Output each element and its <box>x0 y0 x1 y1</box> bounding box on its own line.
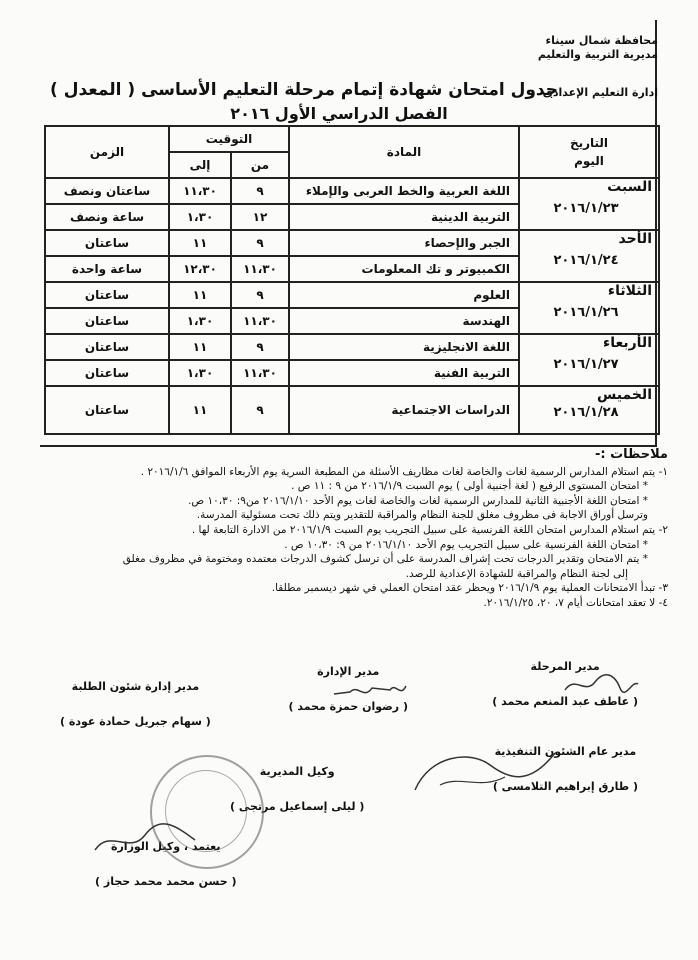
signature-name: ( سهام جبريل حمادة عودة ) <box>60 715 211 728</box>
duration-cell: ساعتان <box>45 360 169 386</box>
to-cell: ١١،٣٠ <box>169 178 231 204</box>
to-cell: ١٢،٣٠ <box>169 256 231 282</box>
day-cell <box>519 334 659 386</box>
signature-scribble <box>560 670 640 700</box>
subject-cell: الهندسة <box>289 308 519 334</box>
signature-title: مدير المرحلة <box>530 660 600 673</box>
subject-header: المادة <box>289 126 519 178</box>
to-cell: ١١ <box>169 334 231 360</box>
from-cell: ٩ <box>231 386 289 434</box>
subject-cell: الجبر والإحصاء <box>289 230 519 256</box>
to-cell: ١،٣٠ <box>169 308 231 334</box>
notes-section <box>40 448 668 611</box>
to-cell: ١،٣٠ <box>169 360 231 386</box>
signature-block <box>60 680 211 728</box>
from-cell: ٩ <box>231 178 289 204</box>
signature-title: مدير الإدارة <box>317 665 380 678</box>
to-cell: ١١ <box>169 230 231 256</box>
administration-line: إدارة التعليم الإعدادى <box>542 86 658 99</box>
duration-cell: ساعتان <box>45 308 169 334</box>
day-date: ٢٠١٦/١/٢٧ <box>553 357 619 372</box>
subject-cell: التربية الدينية <box>289 204 519 230</box>
day-cell <box>519 386 659 434</box>
duration-cell: ساعتان <box>45 334 169 360</box>
signature-name: ( طارق إبراهيم التلامسى ) <box>492 780 638 793</box>
table-row <box>45 334 659 360</box>
day-cell <box>519 282 659 334</box>
day-name: الثلاثاء <box>607 283 652 299</box>
day-name: الخميس <box>596 387 652 403</box>
from-cell: ١١،٣٠ <box>231 360 289 386</box>
notes-heading: ملاحظات :- <box>594 447 668 462</box>
to-cell: ١،٣٠ <box>169 204 231 230</box>
note-item: * امتحان اللغة الأجنبية الثانية للمدارس الرسمية لغات والخاصة لغات يوم الأحد ٢٠١٦/١/١٠ من٩: ١٠،٣٠ ص. <box>188 494 648 507</box>
duration-cell: ساعة ونصف <box>45 204 169 230</box>
governorate-line: محافظة شمال سيناء <box>545 34 658 47</box>
day-cell <box>519 230 659 282</box>
timing-header: التوقيت <box>169 126 289 152</box>
day-date: ٢٠١٦/١/٢٨ <box>553 405 619 420</box>
duration-cell: ساعتان ونصف <box>45 178 169 204</box>
day-cell <box>519 178 659 230</box>
subject-cell: اللغة العربية والخط العربى والإملاء <box>289 178 519 204</box>
subject-cell: اللغة الانجليزية <box>289 334 519 360</box>
directorate-line: مديرية التربية والتعليم <box>537 48 658 61</box>
signature-name: ( ليلى إسماعيل مرتجى ) <box>230 800 365 813</box>
to-cell: ١١ <box>169 386 231 434</box>
day-date: ٢٠١٦/١/٢٦ <box>553 305 619 320</box>
note-item: * امتحان اللغة الفرنسية على سبيل التجريب يوم الأحد ٢٠١٦/١/١٠ من ٩: ١٠،٣٠ ص . <box>284 538 648 551</box>
note-item: ٤- لا تعقد امتحانات أيام ٧، ٢٠، ٢٠١٦/١/٢٥. <box>483 596 668 609</box>
note-item: * امتحان المستوى الرفيع ( لغة أجنبية أولى ) يوم السبت ٢٠١٦/١/٩ من ٩ : ١١ ص . <box>291 480 648 493</box>
table-row <box>45 178 659 204</box>
date-day-header <box>519 126 659 178</box>
subject-cell: العلوم <box>289 282 519 308</box>
day-name: الأحد <box>618 231 652 247</box>
signature-scribble <box>330 678 410 704</box>
signature-scribble <box>410 745 560 800</box>
day-date: ٢٠١٦/١/٢٣ <box>553 201 619 216</box>
from-cell: ٩ <box>231 230 289 256</box>
note-item: ٢- يتم استلام المدارس امتحان اللغة الفرنسية على سبيل التجريب يوم السبت ٢٠١٦/١/٩ من الادارة التابعة لها . <box>191 523 668 536</box>
signature-scribble <box>90 820 200 860</box>
subject-cell: الدراسات الاجتماعية <box>289 386 519 434</box>
table-row <box>45 230 659 256</box>
date-header: التاريخ <box>569 136 609 150</box>
signature-title: مدير عام الشئون التنفيذية <box>494 745 637 758</box>
to-cell: ١١ <box>169 282 231 308</box>
table-row <box>45 386 659 434</box>
table-header-row <box>45 126 659 152</box>
from-cell: ١١،٣٠ <box>231 308 289 334</box>
document-subtitle: الفصل الدراسي الأول ٢٠١٦ <box>230 104 448 123</box>
to-header: إلى <box>169 152 231 178</box>
exam-schedule-table <box>44 125 660 435</box>
signature-name: ( عاطف عبد المنعم محمد ) <box>492 695 638 708</box>
note-item: * يتم الامتحان وتقدير الدرجات تحت إشراف المدرسة على أن ترسل كشوف الدرجات معتمده ومختومة في مظروف مغلق <box>122 553 648 566</box>
duration-cell: ساعتان <box>45 230 169 256</box>
duration-cell: ساعة واحدة <box>45 256 169 282</box>
from-cell: ١١،٣٠ <box>231 256 289 282</box>
day-header: اليوم <box>574 154 604 168</box>
from-cell: ١٢ <box>231 204 289 230</box>
subject-cell: التربية الفنية <box>289 360 519 386</box>
signature-name: ( حسن محمد محمد حجاز ) <box>95 875 237 888</box>
duration-header: الزمن <box>45 126 169 178</box>
signature-title: وكيل المديرية <box>259 765 335 778</box>
duration-cell: ساعتان <box>45 386 169 434</box>
note-item: ٣- تبدأ الامتحانات العملية يوم ٢٠١٦/١/٩ ويحظر عقد امتحان العملي في شهر ديسمبر مطلقا. <box>271 582 668 595</box>
document-title: جدول امتحان شهادة إتمام مرحلة التعليم الأساسى ( المعدل ) <box>50 80 558 100</box>
from-cell: ٩ <box>231 334 289 360</box>
note-item: إلى لجنة النظام والمراقبة للشهادة الإعدادية للرصد. <box>405 567 628 580</box>
subject-cell: الكمبيوتر و تك المعلومات <box>289 256 519 282</box>
duration-cell: ساعتان <box>45 282 169 308</box>
from-cell: ٩ <box>231 282 289 308</box>
signature-title: مدير إدارة شئون الطلبة <box>71 680 200 693</box>
from-header: من <box>231 152 289 178</box>
signature-title: يعتمد ، وكيل الوزارة <box>110 840 221 853</box>
note-item: وترسل أوراق الاجابة فى مظروف مغلق للجنة النظام والمراقبة للتقدير ويتم ذلك تحت مسئولية المدرسة. <box>196 509 648 522</box>
day-date: ٢٠١٦/١/٢٤ <box>553 253 619 268</box>
signature-name: ( رضوان حمزة محمد ) <box>288 700 408 713</box>
table-row <box>45 282 659 308</box>
note-item: ١- يتم استلام المدارس الرسمية لغات والخاصة لغات مظاريف الأسئلة من المطبعة السرية يوم الأربعاء الموافق ٢٠١٦/١/٦ . <box>140 465 668 478</box>
day-name: السبت <box>607 179 652 195</box>
day-name: الأربعاء <box>603 335 652 351</box>
